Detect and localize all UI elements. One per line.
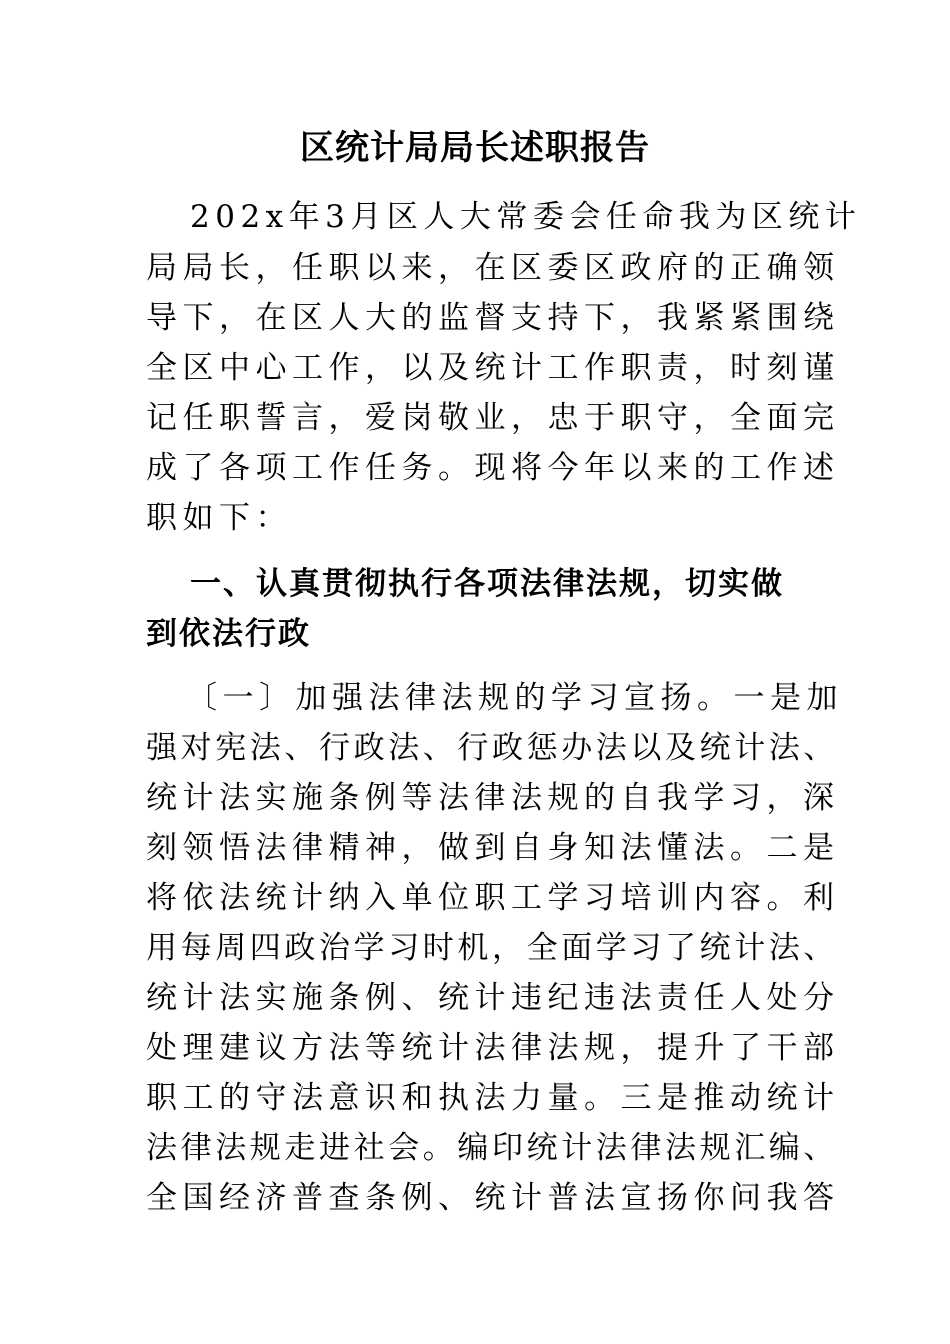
body-line: 成了各项工作任务。现将今年以来的工作述	[146, 450, 840, 486]
body-line: 处理建议方法等统计法律法规，提升了干部	[146, 1030, 840, 1066]
document-title: 区统计局局长述职报告	[300, 128, 650, 168]
body-line: 职如下：	[146, 500, 292, 536]
body-line: 用每周四政治学习时机，全面学习了统计法、	[146, 930, 838, 966]
body-line: 导下，在区人大的监督支持下，我紧紧围绕	[146, 300, 840, 336]
body-line: 将依法统计纳入单位职工学习培训内容。利	[146, 880, 840, 916]
body-line: 统计法实施条例等法律法规的自我学习，深	[146, 780, 840, 816]
body-line: 202x年3月区人大常委会任命我为区统计	[190, 199, 862, 235]
body-line: 局局长，任职以来，在区委区政府的正确领	[146, 250, 840, 286]
body-line: 记任职誓言，爱岗敬业，忠于职守，全面完	[146, 400, 840, 436]
body-line: 职工的守法意识和执法力量。三是推动统计	[146, 1080, 840, 1116]
body-line: 〔一〕加强法律法规的学习宣扬。一是加	[186, 680, 843, 716]
body-line: 强对宪法、行政法、行政惩办法以及统计法、	[146, 730, 838, 766]
body-line: 全国经济普查条例、统计普法宣扬你问我答	[146, 1180, 840, 1216]
body-line: 统计法实施条例、统计违纪违法责任人处分	[146, 980, 840, 1016]
section-heading: 到依法行政	[146, 616, 311, 652]
body-line: 法律法规走进社会。编印统计法律法规汇编、	[146, 1130, 838, 1166]
body-line: 刻领悟法律精神，做到自身知法懂法。二是	[146, 830, 840, 866]
body-line: 全区中心工作，以及统计工作职责，时刻谨	[146, 350, 840, 386]
section-heading: 一、认真贯彻执行各项法律法规，切实做	[190, 566, 784, 602]
